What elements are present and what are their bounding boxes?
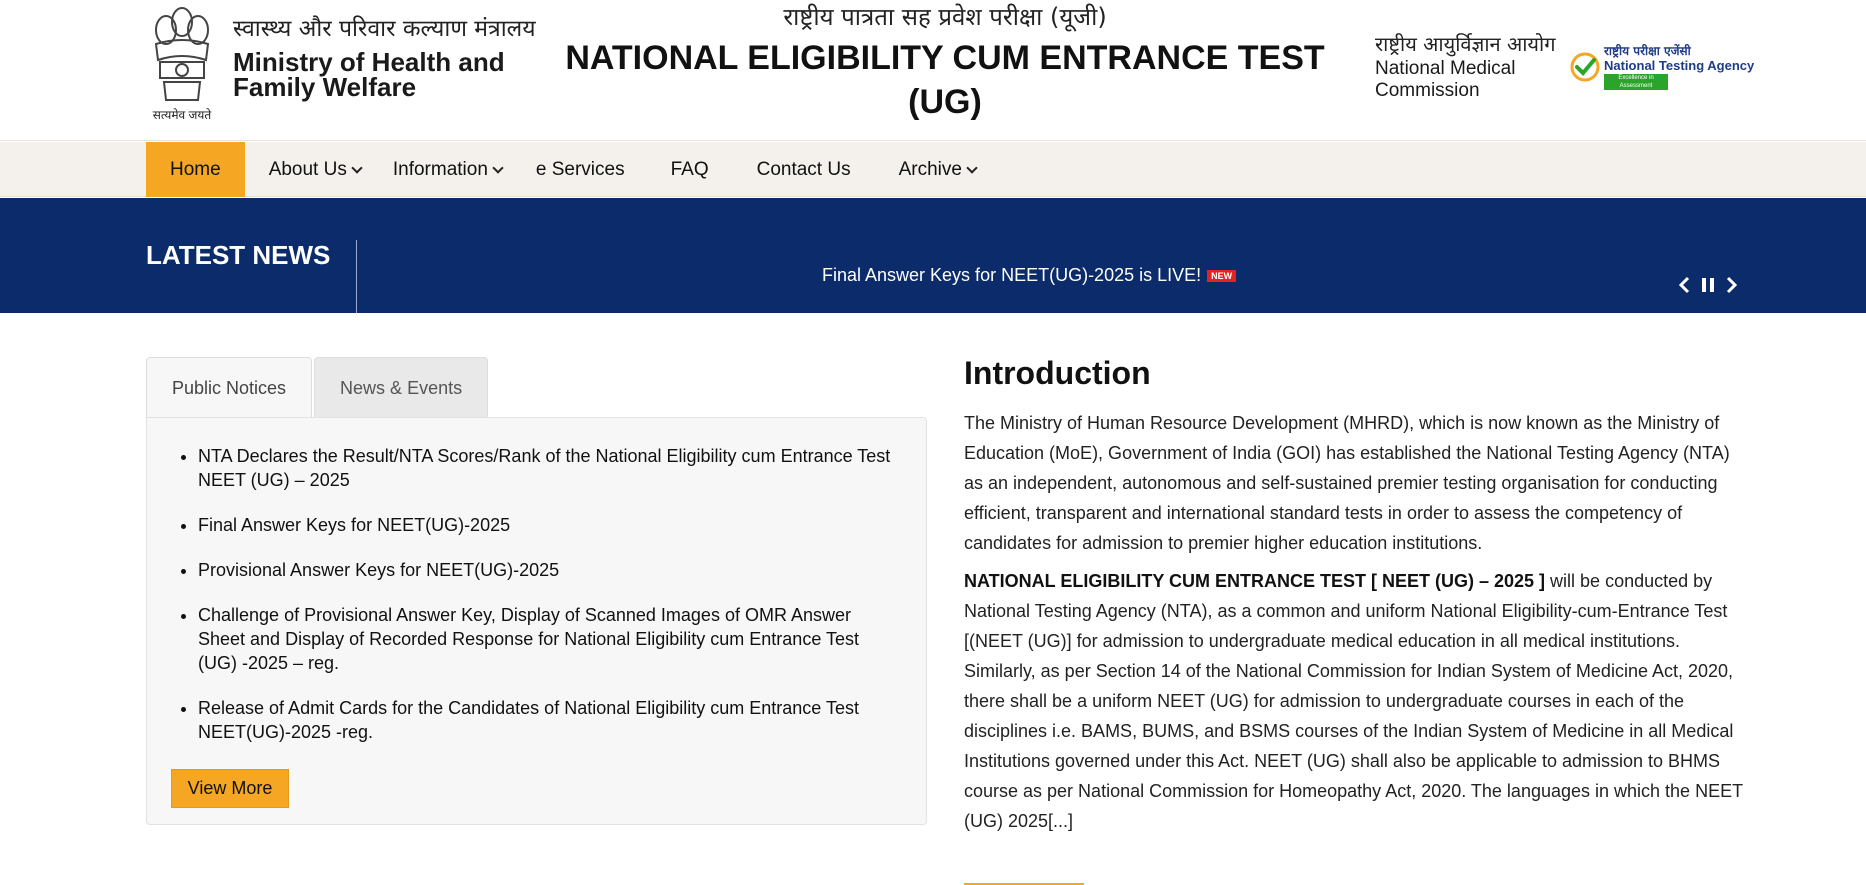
notices-panel — [146, 417, 927, 825]
exam-title-hindi: राष्ट्रीय पात्रता सह प्रवेश परीक्षा (यूजी) — [783, 3, 1107, 31]
exam-title-line2: (UG) — [908, 83, 982, 121]
nav-item-information[interactable] — [385, 142, 526, 197]
nav-item-archive[interactable] — [875, 142, 1000, 197]
nav-item-faq[interactable] — [649, 142, 733, 197]
ministry-hindi: स्वास्थ्य और परिवार कल्याण मंत्रालय — [233, 16, 536, 42]
exam-title — [560, 0, 1330, 124]
notice-item-link[interactable]: • NTA Declares the Result/NTA Scores/Rank of the National Eligibility cum Entrance Test NEET (UG) – 2025 — [198, 444, 898, 492]
chevron-down-icon — [966, 162, 977, 173]
nmc-logo-text[interactable] — [1375, 32, 1555, 102]
nav-item-home[interactable] — [146, 142, 245, 197]
introduction-section — [964, 355, 1744, 844]
chevron-down-icon — [351, 162, 362, 173]
notice-list — [198, 444, 898, 765]
introduction-paragraph-1: The Ministry of Human Resource Development (MHRD), which is now known as the Ministry of Education (MoE), Government of India (GOI) has established the National Testing Agency (NTA) as an independent, autonomous and self-sustained premier testing organisation for conducting efficient, transparent and international standard tests in order to assess the competency of candidates for admission to premier higher education institutions. — [964, 413, 1730, 553]
exam-name-bold: NATIONAL ELIGIBILITY CUM ENTRANCE TEST [ NEET (UG) – 2025 ] — [964, 571, 1546, 591]
nav-item-label: Information — [392, 158, 488, 180]
ministry-name-line1: Ministry of Health and — [233, 47, 505, 77]
nav-item-about-us[interactable] — [245, 142, 385, 197]
nta-hindi: राष्ट्रीय परीक्षा एजेंसी — [1604, 44, 1691, 58]
pause-icon — [1701, 277, 1715, 293]
notice-tabs — [146, 357, 488, 418]
nav-item-label: Archive — [898, 158, 962, 180]
nmc-hindi: राष्ट्रीय आयुर्विज्ञान आयोग — [1375, 32, 1556, 56]
news-headline-link[interactable] — [822, 265, 1236, 286]
nav-item-e-services[interactable] — [526, 142, 649, 197]
nmc-name-line2: Commission — [1375, 80, 1480, 101]
nta-checkmark-icon — [1570, 52, 1600, 82]
ministry-name-line2: Family Welfare — [233, 72, 417, 102]
next-news-button[interactable] — [1723, 276, 1741, 294]
nmc-name-line1: National Medical — [1375, 58, 1516, 79]
site-header — [0, 0, 1866, 141]
introduction-heading: Introduction — [964, 355, 1151, 391]
latest-news-bar — [0, 198, 1866, 313]
notice-item-link[interactable]: • Provisional Answer Keys for NEET(UG)-2025 — [198, 558, 898, 582]
chevron-left-icon — [1677, 276, 1691, 294]
nav-item-label: e Services — [535, 158, 625, 180]
tab-public-notices[interactable]: Public Notices — [146, 357, 312, 418]
nta-english: National Testing Agency — [1604, 58, 1755, 73]
news-divider — [356, 240, 357, 313]
nav-item-label: Home — [170, 158, 221, 180]
prev-news-button[interactable] — [1675, 276, 1693, 294]
ministry-logo-text[interactable] — [233, 14, 536, 100]
emblem-motto: सत्यमेव जयते — [152, 108, 212, 122]
introduction-paragraph-2-text: will be conducted by National Testing Agency (NTA), as a common and uniform National Eligibility-cum-Entrance Test [(NEET (UG)] for admission to undergraduate medical education in all medical institutions. Similarly, as per Section 14 of the National Commission for Indian System of Medicine Act, 2020, there shall be a uniform NEET (UG) for admission to undergraduate courses in each of the disciplines i.e. BAMS, BUMS, and BSMS courses of the Indian System of Medicine in all Medical Institutions governed under this Act. NEET (UG) shall also be applicable to admission to BHMS course as per National Commission for Homeopathy Act, 2020. The languages in which the NEET (UG) 2025[...] — [964, 571, 1743, 831]
chevron-down-icon — [492, 162, 503, 173]
chevron-right-icon — [1725, 276, 1739, 294]
notice-item-link[interactable]: • Challenge of Provisional Answer Key, Display of Scanned Images of OMR Answer Sheet and Display of Recorded Response for National Eligibility cum Entrance Test (UG) -2025 – reg. — [198, 603, 898, 675]
news-headline-text: Final Answer Keys for NEET(UG)-2025 is LIVE! — [822, 265, 1202, 285]
tab-news-events[interactable]: News & Events — [314, 357, 488, 418]
news-controls — [1675, 276, 1741, 294]
view-more-button[interactable]: View More — [171, 769, 289, 808]
latest-news-label: LATEST NEWS — [146, 240, 331, 270]
nav-item-label: Contact Us — [756, 158, 851, 180]
nav-item-label: FAQ — [670, 158, 709, 180]
nta-tagline: Excellence in Assessment — [1604, 74, 1668, 90]
pause-news-button[interactable] — [1699, 276, 1717, 294]
main-nav — [0, 142, 1866, 197]
new-badge: NEW — [1207, 270, 1236, 282]
nav-item-contact-us[interactable] — [733, 142, 875, 197]
exam-title-line1: NATIONAL ELIGIBILITY CUM ENTRANCE TEST — [565, 39, 1325, 77]
notice-item-link[interactable]: • Final Answer Keys for NEET(UG)-2025 — [198, 513, 898, 537]
introduction-paragraph-2 — [964, 566, 1744, 836]
notice-item-link[interactable]: • Release of Admit Cards for the Candidates of National Eligibility cum Entrance Test NEET(UG)-2025 -reg. — [198, 696, 898, 744]
nav-item-label: About Us — [268, 158, 347, 180]
nta-logo[interactable] — [1570, 44, 1754, 90]
